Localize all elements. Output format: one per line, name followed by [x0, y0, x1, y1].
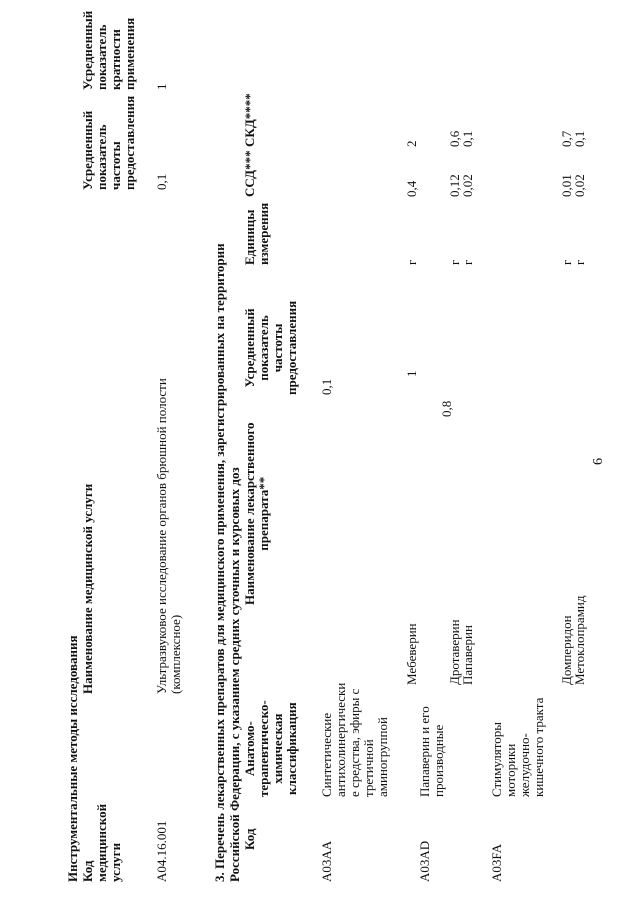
section-title-drugs-line1: 3. Перечень лекарственных препаратов для медицинского применения, зарегистрированных на территории	[212, 243, 227, 882]
atc-group-a03aa: Синтетические антихолинергически е средства, эфиры с третичной аминогруппой	[319, 682, 390, 797]
drug-name-mebeverin: Мебеверин	[404, 623, 419, 685]
header-drug-unit: Единицы измерения	[242, 202, 271, 265]
drug-unit-metoclopramid: г	[572, 259, 587, 265]
service-row-frequency: 0,1	[154, 173, 169, 190]
drug-skd-domperidon: 0,7	[559, 130, 574, 147]
page-number: 6	[591, 458, 606, 465]
header-drug-ssd: ССД***	[242, 150, 257, 197]
atc-group-a03ad: Папаверин и его производные	[417, 706, 446, 797]
drug-unit-drotaverin: г	[447, 259, 462, 265]
section-title-drugs-line2: Российской Федерации, с указанием средних суточных и курсовых доз	[227, 467, 242, 882]
drug-ssd-mebeverin: 0,4	[404, 180, 419, 197]
section-title-instrumental: Инструментальные методы исследования	[65, 635, 80, 882]
drug-name-drotaverin: Дротаверин	[447, 619, 462, 685]
header-drug-name: Наименование лекарственного препарата**	[242, 422, 271, 605]
header-service-code: Код медицинской услуги	[80, 803, 123, 882]
atc-code-a03aa: A03AA	[319, 840, 334, 882]
atc-group-frequency-a03ad: 0,8	[439, 400, 454, 417]
drug-skd-metoclopramid: 0,1	[572, 130, 587, 147]
drug-name-domperidon: Домперидон	[559, 615, 574, 685]
header-service-name: Наименование медицинской услуги	[80, 483, 95, 694]
header-drug-frequency: Усредненный показатель частоты предоставления	[242, 300, 299, 395]
atc-code-a03fa: A03FA	[489, 843, 504, 882]
drug-ssd-drotaverin: 0,12	[447, 174, 462, 197]
atc-group-frequency-a03aa: 0,1	[319, 378, 334, 395]
header-drug-code: Код	[242, 828, 257, 850]
header-drug-atc: Анатомо- терапевтическо- химическая классификация	[242, 700, 299, 797]
service-row-code: A04.16.001	[154, 820, 169, 882]
drug-ssd-metoclopramid: 0,02	[572, 174, 587, 197]
drug-skd-drotaverin: 0,6	[447, 130, 462, 147]
header-service-multiplicity: Усредненный показатель кратности применения	[80, 10, 137, 90]
drug-ssd-papaverin: 0,02	[460, 174, 475, 197]
drug-name-metoclopramid: Метоклопрамид	[572, 595, 587, 685]
drug-unit-mebeverin: г	[404, 259, 419, 265]
drug-skd-papaverin: 0,1	[460, 130, 475, 147]
header-drug-skd: СКД****	[242, 93, 257, 147]
service-row-name: Ультразвуковое исследование органов брюшной полости (комплексное)	[154, 378, 183, 694]
drug-ssd-domperidon: 0,01	[559, 174, 574, 197]
drug-frequency-mebeverin: 1	[404, 370, 419, 377]
drug-skd-mebeverin: 2	[404, 140, 419, 147]
header-service-frequency: Усредненный показатель частоты предоставления	[80, 95, 137, 190]
drug-unit-domperidon: г	[559, 259, 574, 265]
drug-name-papaverin: Папаверин	[460, 625, 475, 685]
service-row-multiplicity: 1	[154, 83, 169, 90]
drug-unit-papaverin: г	[460, 259, 475, 265]
atc-code-a03ad: A03AD	[417, 840, 432, 882]
atc-group-a03fa: Стимуляторы моторики желудочно- кишечного тракта	[489, 697, 546, 797]
